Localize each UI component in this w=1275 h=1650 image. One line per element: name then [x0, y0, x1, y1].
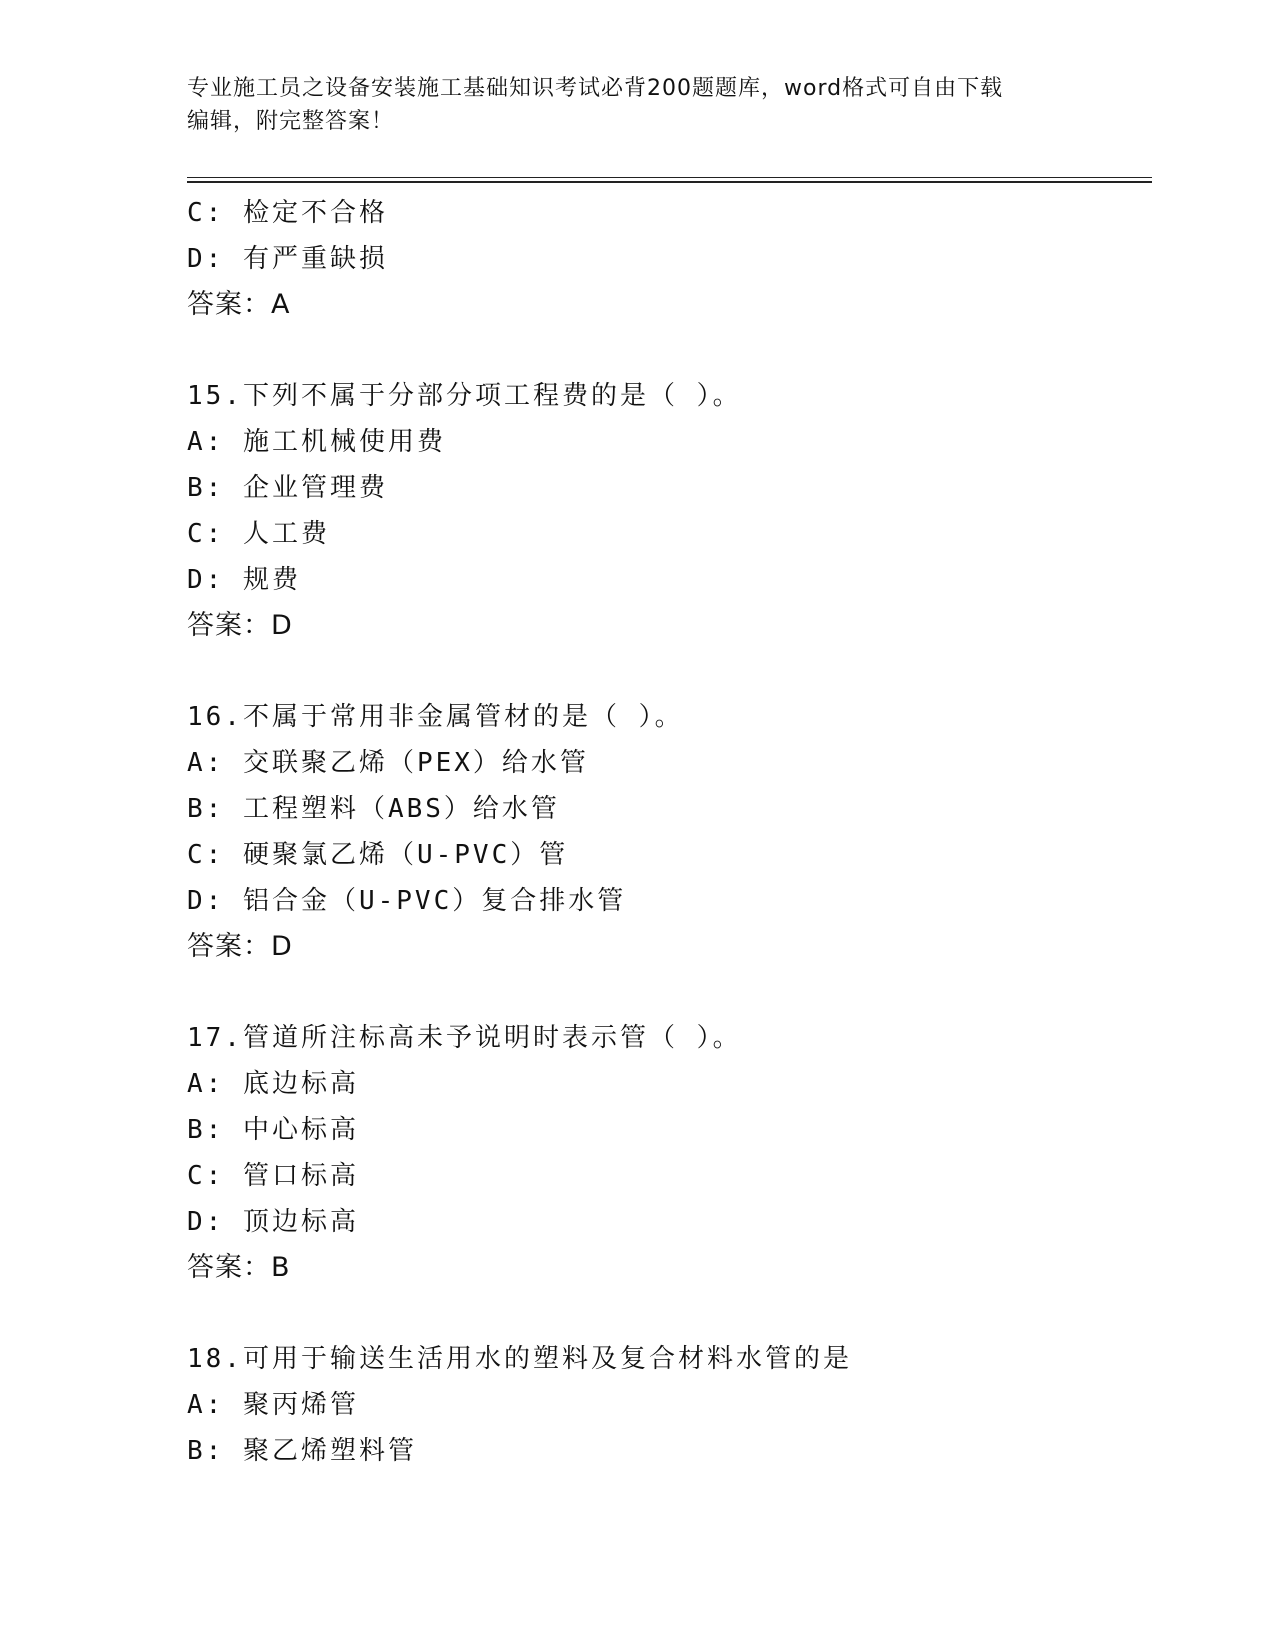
option-a: A: 底边标高: [187, 1069, 359, 1099]
option-c: C: 管口标高: [187, 1161, 359, 1191]
question-17: [187, 1015, 1152, 1291]
option-c: C: 硬聚氯乙烯（U-PVC）管: [187, 840, 569, 870]
option-c: C: 检定不合格: [187, 198, 388, 228]
document-header: [187, 72, 1067, 138]
spacer: [187, 649, 1152, 694]
option-b: B: 企业管理费: [187, 473, 388, 503]
carryover-question: [187, 190, 1152, 328]
answer-line: 答案：B: [187, 1252, 291, 1283]
option-b: B: 聚乙烯塑料管: [187, 1436, 417, 1466]
option-a: A: 交联聚乙烯（PEX）给水管: [187, 748, 589, 778]
option-a: A: 聚丙烯管: [187, 1390, 359, 1420]
option-d: D: 顶边标高: [187, 1207, 359, 1237]
question-stem: 18.可用于输送生活用水的塑料及复合材料水管的是: [187, 1344, 852, 1374]
spacer: [187, 1291, 1152, 1336]
header-rule-thin: [187, 177, 1152, 178]
question-15: [187, 373, 1152, 649]
question-stem: 17.管道所注标高未予说明时表示管（ ）。: [187, 1023, 742, 1053]
spacer: [187, 328, 1152, 373]
option-d: D: 铝合金（U-PVC）复合排水管: [187, 886, 627, 916]
answer-line: 答案：D: [187, 931, 293, 962]
option-b: B: 工程塑料（ABS）给水管: [187, 794, 560, 824]
question-list: [187, 190, 1152, 1474]
question-18: [187, 1336, 1152, 1474]
question-stem: 16.不属于常用非金属管材的是（ ）。: [187, 702, 684, 732]
option-a: A: 施工机械使用费: [187, 427, 446, 457]
spacer: [187, 970, 1152, 1015]
answer-line: 答案：D: [187, 610, 293, 641]
option-d: D: 有严重缺损: [187, 244, 388, 274]
option-b: B: 中心标高: [187, 1115, 359, 1145]
question-stem: 15.下列不属于分部分项工程费的是（ ）。: [187, 381, 742, 411]
header-rule-thick: [187, 181, 1152, 183]
option-d: D: 规费: [187, 565, 301, 595]
header-line-1: 专业施工员之设备安装施工基础知识考试必背200题题库，word格式可自由下载: [187, 76, 1004, 101]
option-c: C: 人工费: [187, 519, 330, 549]
question-16: [187, 694, 1152, 970]
header-line-2: 编辑，附完整答案！: [187, 109, 395, 134]
answer-line: 答案：A: [187, 289, 291, 320]
